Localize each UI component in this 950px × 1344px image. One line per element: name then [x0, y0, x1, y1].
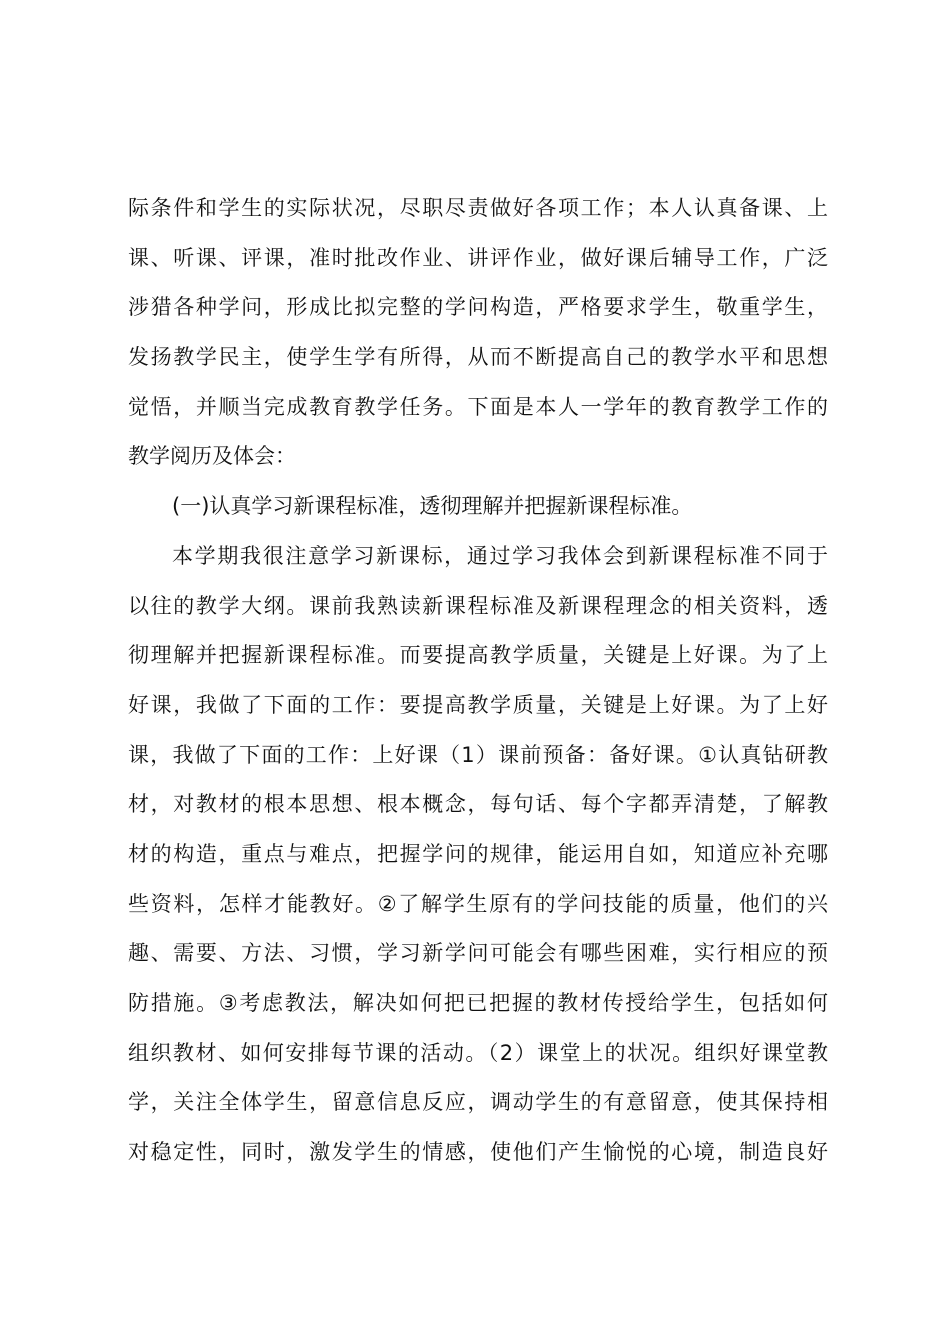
text-line: 际条件和学生的实际状况，尽职尽责做好各项工作；本人认真备课、上: [128, 196, 828, 220]
text-line: 课，我做了下面的工作：上好课（1）课前预备：备好课。①认真钻研教: [128, 742, 828, 767]
text-line: 涉猎各种学问，形成比拟完整的学问构造，严格要求学生，敬重学生，: [128, 295, 828, 320]
text-line: 组织教材、如何安排每节课的活动。（2）课堂上的状况。组织好课堂教: [128, 1040, 828, 1065]
text-line: 学，关注全体学生，留意信息反应，调动学生的有意留意，使其保持相: [128, 1090, 828, 1115]
text-line: 教学阅历及体会：: [128, 444, 296, 469]
text-line: 好课，我做了下面的工作：要提高教学质量，关键是上好课。为了上好: [128, 692, 828, 717]
text-line: 对稳定性，同时，激发学生的情感，使他们产生愉悦的心境，制造良好: [128, 1140, 828, 1165]
text-line: 彻理解并把握新课程标准。而要提高教学质量，关键是上好课。为了上: [128, 643, 828, 668]
text-line: 觉悟，并顺当完成教育教学任务。下面是本人一学年的教育教学工作的: [128, 394, 828, 419]
text-line: 课、听课、评课，准时批改作业、讲评作业，做好课后辅导工作，广泛: [128, 245, 828, 270]
text-line: 些资料，怎样才能教好。②了解学生原有的学问技能的质量，他们的兴: [128, 891, 828, 916]
text-line: 防措施。③考虑教法，解决如何把已把握的教材传授给学生，包括如何: [128, 991, 828, 1015]
text-line: 发扬教学民主，使学生学有所得，从而不断提高自己的教学水平和思想: [128, 345, 828, 370]
text-line: 材，对教材的根本思想、根本概念，每句话、每个字都弄清楚，了解教: [128, 792, 828, 817]
text-line: 本学期我很注意学习新课标，通过学习我体会到新课程标准不同于: [172, 543, 828, 568]
text-line: 以往的教学大纲。课前我熟读新课程标准及新课程理念的相关资料，透: [128, 593, 828, 618]
section-heading: (一)认真学习新课程标准，透彻理解并把握新课程标准。: [172, 494, 693, 519]
body-text: [128, 184, 828, 1178]
text-line: 趣、需要、方法、习惯，学习新学问可能会有哪些困难，实行相应的预: [128, 941, 828, 966]
text-line: 材的构造，重点与难点，把握学问的规律，能运用自如，知道应补充哪: [128, 841, 828, 866]
